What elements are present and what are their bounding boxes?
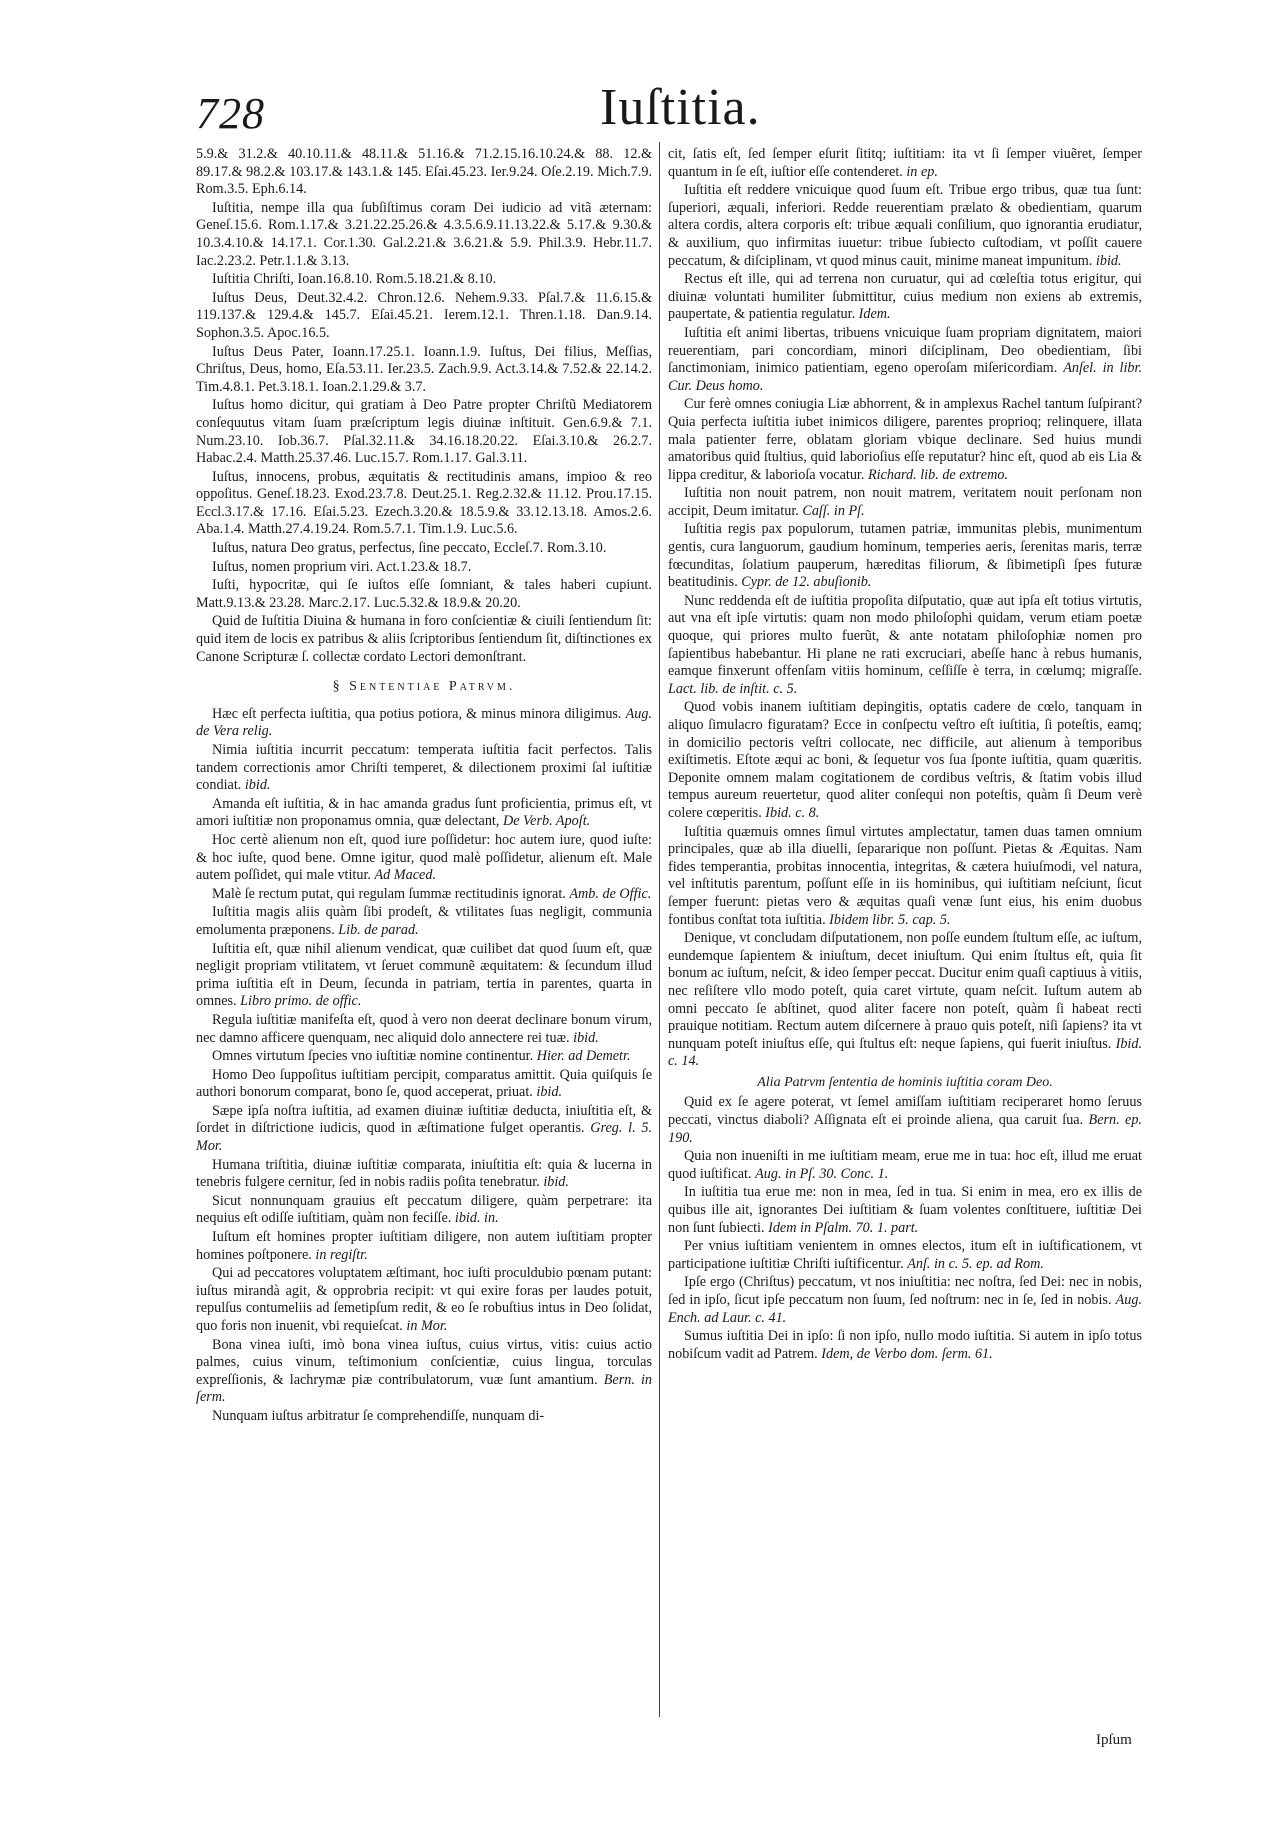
paragraph [196,706,652,741]
paragraph-text: Iuſtitia eſt reddere vnicuique quod ſuum eſt. Tribue ergo tribus, quæ tua ſunt: ſuperiori, æquali, inferiori. Redde reuerentiam prælato & obedientiam, quarum altera cordis, altera corporis eſt: tribue æquali conſilium, quo ignorantia erudiatur, & auxilium, quo infirmitas iuuetur: tribue ſubiecto cuſtodiam, vt poſſit cauere peccatum, & diſciplinam, vt quod minus cauit, minime maneat impunitum. [668,182,1142,269]
citation: Caſſ. in Pſ. [802,502,865,519]
patristic-sentences [196,706,652,1426]
paragraph-text: Quid ex ſe agere poterat, vt ſemel amiſſam iuſtitiam reciperaret homo ſeruus peccati, vinctus diaboli? Aſſignata eſt ei proinde aliena, qua caruit ſua. [668,1094,1142,1129]
citation: ibid. [573,1029,599,1046]
paragraph [196,540,652,558]
paragraph [196,1067,652,1102]
paragraph-text: Nimia iuſtitia incurrit peccatum: temperata iuſtitia facit perfectos. Talis tandem correctionis amor Chriſti temperet, & dilectionem proximi ſal iuſtitiæ condiat. [196,742,652,794]
paragraph-text: Iuſtus homo dicitur, qui gratiam à Deo Patre propter Chriſtũ Mediatorem conſequutus vitam ſuam præſcriptum legis diuinæ inſtituit. Gen.6.9.& 7.1. Num.23.10. Iob.36.7. Pſal.32.11.& 34.16.18.20.22. Eſai.3.10.& 26.2.7. Habac.2.4. Matth.25.37.46. Luc.15.7. Rom.1.17. Gal.3.11. [196,397,652,467]
paragraph [196,344,652,397]
citation: Lact. lib. de inſtit. c. 5. [668,680,798,697]
paragraph [196,904,652,939]
paragraph [668,930,1142,1071]
paragraph [196,1157,652,1192]
paragraph-text: Homo Deo ſuppoſitus iuſtitiam percipit, comparatus amittit. Quia quiſquis ſe authori bonorum comparat, bono ſe, quod acceperat, priuat. [196,1066,652,1101]
paragraph [196,1265,652,1335]
left-column [196,146,652,1427]
paragraph-text: Malè ſe rectum putat, qui regulam ſummæ rectitudinis ignorat. [212,885,566,902]
paragraph-text: Cur ferè omnes coniugia Liæ abhorrent, & in amplexus Rachel tantum ſuſpirant? Quia perfecta iuſtitia iubet inimicos diligere, parentes proprioq; relinquere, illata mala patienter ferre, oblatam gloriam vbique declinare. Sed huius mundi amatoribus quid ſtultius, quid laborioſius eſſe reputatur? hinc eſt, quod ab eis Lia & lippa creditur, & laborioſa vocatur. [668,396,1142,483]
paragraph-text: Iuſtum eſt homines propter iuſtitiam diligere, non autem iuſtitiam propter homines poſtponere. [196,1229,652,1263]
citation: Ibidem libr. 5. cap. 5. [829,911,951,928]
column-divider [659,142,660,1717]
paragraph-text: Amanda eſt iuſtitia, & in hac amanda gradus ſunt proficientia, primus eſt, vt amori iuſtitiæ non proponamus omnia, quæ delectant, [196,795,652,830]
paragraph-text: Iuſtitia, nempe illa qua ſubſiſtimus coram Dei iudicio ad vitã æternam: Geneſ.15.6. Rom.1.17.& 3.21.22.25.26.& 4.3.5.6.9.11.13.22.& 5.17.& 9.30.& 10.3.4.10.& 14.17.1. Cor.1.30. Gal.2.21.& 3.6.21.& 5.9. Phil.3.9. Hebr.11.7. Iac.2.23.2. Petr.1.1.& 3.13. [196,199,652,269]
paragraph [668,271,1142,324]
paragraph-text: Rectus eſt ille, qui ad terrena non curuatur, qui ad cœleſtia totus erigitur, qui diuinæ voluntati humiliter ſubmittitur, cuius medium non exiens ab extremis, paupertate, & patientia regulatur. [668,271,1142,323]
paragraph [196,941,652,1011]
citation: in regiſtr. [315,1246,368,1263]
paragraph-text: Iuſtitia regis pax populorum, tutamen patriæ, immunitas plebis, munimentum gentis, cura languorum, gaudium hominum, temperies aeris, ſerenitas maris, terræ fœcunditas, ſolatium pauperum, hæreditas filiorum, & ſibimetipſi ſpes futuræ beatitudinis. [668,521,1142,591]
paragraph-text: Iuſtitia Chriſti, Ioan.16.8.10. Rom.5.18.21.& 8.10. [212,271,497,288]
citation: Amb. de Offic. [569,885,652,902]
page-number: 728 [196,89,265,138]
citation: Aug. in Pſ. 30. Conc. 1. [755,1165,889,1182]
paragraph [196,796,652,831]
paragraph [196,886,652,904]
citation: Anſel. in libr. Cur. Deus homo. [668,360,1143,394]
paragraph [196,1012,652,1047]
citation: Libro primo. de offic. [240,993,362,1010]
paragraph [668,699,1142,822]
paragraph [196,613,652,666]
citation: De Verb. Apoſt. [502,813,591,830]
paragraph [196,832,652,885]
paragraph-text: Iuſtus Deus, Deut.32.4.2. Chron.12.6. Nehem.9.33. Pſal.7.& 11.6.15.& 119.137.& 129.4.& 145.7. Eſai.45.21. Ierem.12.1. Thren.1.18. Dan.9.14. Sophon.3.5. Apoc.16.5. [196,289,652,341]
citation: Ibid. c. 14. [668,1035,1143,1070]
citation: Idem. [858,306,891,323]
paragraph [668,485,1142,520]
paragraph-text: Iuſtus, innocens, probus, æquitatis & rectitudinis amans, impioo & reo oppoſitus. Geneſ.18.23. Exod.23.7.8. Deut.25.1. Reg.2.32.& 11.12. Prou.17.15. Eccl.3.17.& 17.16. Eſai.5.23. Ezech.3.20.& 18.5.9.& 33.12.13.18. Amos.2.6. Aba.1.4. Matth.27.4.19.24. Rom.5.7.1. Tim.1.9. Luc.5.6. [196,468,652,538]
paragraph-text: Quod vobis inanem iuſtitiam depingitis, optatis cadere de cœlo, tanquam in aliquo ſimulacro figuratam? Ecce in conſpectu veſtro eſt iuſtitia, ſi poteſtis, eamq; in domicilio pectoris veſtri collocate, nec difficile, aut alienum à temporibus exiſtimetis. Eſtote æqui ac boni, & ſequetur vos ſua ſponte iuſtitia, quam quæritis. Deponite omnem malam cogitationem de cordibus veſtris, & ſtatim vobis illud tempus aureum reuertetur, quod aliter conſequi non poteſtis, quàm ſi Deum verè colere cœperitis. [668,699,1142,821]
justification-sentences [668,1094,1142,1363]
paragraph-text: In iuſtitia tua erue me: non in mea, ſed in tua. Si enim in mea, ero ex illis de quibus ille ait, ignorantes Dei iuſtitiam & ſuam volentes conſtituere, iuſtitiæ Dei non ſunt ſubiecti. [668,1184,1142,1236]
paragraph [196,1229,652,1264]
citation: Aug. Ench. ad Laur. c. 41. [668,1292,1142,1326]
citation: in ep. [906,163,938,180]
citation: ibid. in. [454,1210,499,1227]
paragraph [196,742,652,795]
running-head-title: Iuſtitia. [600,79,761,136]
paragraph [668,146,1142,181]
paragraph-text: Regula iuſtitiæ manifeſta eſt, quod à vero non deerat declinare bonum virum, nec damno afficere quenquam, nec aliquid dolo annectere rei tuæ. [196,1011,652,1046]
citation: Hier. ad Demetr. [536,1048,631,1065]
patristic-sentences-continued [668,146,1142,1071]
paragraph-text: Iuſtus, natura Deo gratus, perfectus, ſine peccato, Eccleſ.7. Rom.3.10. [212,540,607,557]
paragraph-text: Sæpe ipſa noſtra iuſtitia, ad examen diuinæ iuſtitiæ deducta, iniuſtitia eſt, & ſordet in diſtrictione iudicis, quod in æſtimatione fulget operantis. [196,1102,652,1137]
paragraph-text: Quid de Iuſtitia Diuina & humana in foro conſcientiæ & ciuili ſentiendum ſit: quid item de locis ex patribus & aliis ſcriptoribus ſentiendum ſit, diſtinctiones ex Canone Scripturæ ſ. collectæ cordato Lectori demonſtrant. [196,613,652,665]
paragraph [196,1103,652,1156]
paragraph-text: Nunc reddenda eſt de iuſtitia propoſita diſputatio, quæ aut ipſa eſt totius virtutis, aut vna eſt ipſe virtutis: quam non modo philoſophi quidam, verum etiam poetæ quoque, qui priores multo fuerũt, & ante notatam philoſophiæ nomen pro ſapientibus habebantur. Hi plane ne rati excruciari, abeſſe hanc à rebus humanis, eamque finxerunt offenſam vitiis hominum, ceſſiſſe è terra, in cœlumq; migraſſe. [668,592,1142,680]
citation: Lib. de parad. [338,921,419,938]
paragraph [668,1274,1142,1327]
citation: ibid. [543,1174,569,1191]
paragraph-text: Iuſtitia eſt, quæ nihil alienum vendicat, quæ cuilibet dat quod ſuum eſt, quæ negligit propriam vtilitatem, vt ſeruet communẽ æquitatem: & ſecundum illud prima iuſtitia eſt in Deum, ſecunda in patriam, tertia in parentes, quarta in omnes. [196,940,652,1010]
paragraph-text: Iuſtitia quæmuis omnes ſimul virtutes amplectatur, tamen duas tamen omnium principales, quæ ab illa diuelli, ſepararique non poſſunt. Pietas & Æquitas. Nam fides temperantia, probitas innocentia, integritas, & cætera huiuſmodi, vel natura, vel inſtitutis parentum, poſſunt eſſe in iis hominibus, qui iuſtitiam neſciunt, ſicut ſemper fuerunt: pietas vero & æquitas quaſi venæ ſunt eius, his enim duobus fontibus conſtat tota iuſtitia. [668,823,1142,928]
citation: Idem in Pſalm. 70. 1. part. [768,1219,919,1236]
citation: Bern. in ſerm. [196,1371,653,1406]
paragraph [196,559,652,577]
paragraph [196,397,652,467]
paragraph [196,469,652,539]
paragraph-text: Iuſti, hypocritæ, qui ſe iuſtos eſſe ſomniant, & tales haberi cupiunt. Matt.9.13.& 23.28. Marc.2.17. Luc.5.32.& 18.9.& 20.20. [196,577,652,611]
paragraph-text: Iuſtitia eſt animi libertas, tribuens vnicuique ſuam propriam dignitatem, maiori reuerentiam, pari concordiam, minori diſciplinam, Deo obedientiam, ſibi ſanctimoniam, inimico patientiam, egeno operoſam miſericordiam. [668,324,1142,377]
paragraph-text: Iuſtitia magis aliis quàm ſibi prodeſt, & vtilitates ſuas negligit, communia emolumenta præponens. [196,904,652,938]
paragraph [196,290,652,343]
paragraph-text: Sumus iuſtitia Dei in ipſo: ſi non ipſo, nullo modo iuſtitia. Si autem in ipſo totus nobiſcum vadit ad Patrem. [668,1328,1142,1362]
paragraph [196,1193,652,1228]
paragraph-text: Denique, vt concludam diſputationem, non poſſe eundem ſtultum eſſe, ac iuſtum, eundemque ſapientem & iniuſtum, decet iniuſtum. Qui enim ſtultus eſt, quia ſit bonum ac iuſtum, neſcit, & ideo ſemper peccat. Ducitur enim quaſi captiuus à vitiis, nec reſiſtere vllo modo poteſt, quia caret virtute, quam neſcit. Iuſtum autem ab omni peccato ſe abſtinet, quod aliter facere non poteſt, quàm ſi habeat recti prauique notitiam. Rectum autem diſcernere à prauo quis poteſt, niſi ſapiens? ita vt nunquam poteſt iniuſtus eſſe, qui ſtultus eſt: neque ſapiens, qui fuerit iniuſtus. [668,930,1142,1052]
paragraph-text: Nunquam iuſtus arbitratur ſe comprehendiſſe, nunquam di- [212,1407,545,1424]
paragraph-text: Per vnius iuſtitiam venientem in omnes electos, itum eſt in iuſtificationem, vt participatione iuſtitiæ Chriſti iuſtificentur. [668,1238,1142,1272]
paragraph [196,271,652,289]
paragraph-text: Quia non inueniſti in me iuſtitiam meam, erue me in tua: hoc eſt, illud me eruat quod iuſtificat. [668,1148,1142,1182]
citation: Aug. de Vera relig. [196,705,652,740]
catchword: Ipſum [1096,1732,1132,1748]
paragraph-text: Bona vinea iuſti, imò bona vinea iuſtus, cuius virtus, vitis: cuius actio palmes, cuius vinum, teſtimonium conſcientiæ, cuius lingua, torculas expreſſionis, & lachrymæ piæ contribulatorum, vuæ ſunt amantium. [196,1336,652,1388]
subheading: Alia Patrvm ſententia de hominis iuſtitia coram Deo. [757,1074,1053,1090]
paragraph-text: Qui ad peccatores voluptatem æſtimant, hoc iuſti proculdubio pœnam putant: iuſtus mirandà agit, & opprobria recipit: vt qui exire foras per laudes potuit, repulſus contumeliis ad ſemetipſum redit, & eo ſe robuſtius intus in Deo ſolidat, quo foris non inuenit, vbi requieſcat. [196,1265,652,1334]
citation: ibid. [244,777,271,794]
paragraph [668,593,1142,699]
paragraph [196,577,652,612]
citation: ibid. [1095,252,1122,269]
paragraph [668,1328,1142,1363]
paragraph [668,182,1142,270]
citation: Bern. ep. 190. [668,1112,1142,1146]
citation: Richard. lib. de extremo. [867,466,1008,483]
citation: Idem, de Verbo dom. ſerm. 61. [821,1345,993,1362]
paragraph [668,325,1142,395]
paragraph [668,1184,1142,1237]
right-column [668,146,1142,1364]
paragraph [668,824,1142,930]
paragraph [668,1148,1142,1183]
paragraph-text: Omnes virtutum ſpecies vno iuſtitiæ nomine continentur. [212,1048,534,1065]
paragraph [668,1238,1142,1273]
section-heading: § Sententiae Patrvm. [332,679,516,695]
paragraph-text: Iuſtitia non nouit patrem, non nouit matrem, veritatem nouit perſonam non accipit, Deum imitatur. [668,485,1142,519]
paragraph [196,146,652,199]
paragraph-text: Hæc eſt perfecta iuſtitia, qua potius potiora, & minus minora diligimus. [212,705,622,722]
citation: in Mor. [406,1318,448,1334]
paragraph-text: Humana triſtitia, diuinæ iuſtitiæ comparata, iniuſtitia eſt: quia & lucerna in tenebris fulgere cernitur, ſed in nobis radiis poſita tenebratur. [196,1156,652,1191]
paragraph-text: 5.9.& 31.2.& 40.10.11.& 48.11.& 51.16.& 71.2.15.16.10.24.& 88. 12.& 89.17.& 98.2.& 103.17.& 143.1.& 145. Eſai.45.23. Ier.9.24. Oſe.2.19. Mich.7.9. Rom.3.5. Eph.6.14. [196,146,652,198]
citation: ibid. [536,1084,563,1101]
citation: Greg. l. 5. Mor. [196,1120,652,1155]
paragraph-text: Sicut nonnunquam grauius eſt peccatum diligere, quàm perpetrare: ita nequius eſt odiſſe iuſtitiam, quàm non feciſſe. [196,1192,652,1227]
paragraph [668,1094,1142,1147]
paragraph-text: cit, ſatis eſt, ſed ſemper eſurit ſititq; iuſtitiam: ita vt ſi ſemper viuẽret, ſemper quantum in ſe eſt, iuſtior eſſe contenderet. [668,146,1142,180]
paragraph [668,396,1142,484]
paragraph-text: Iuſtus Deus Pater, Ioann.17.25.1. Ioann.1.9. Iuſtus, Dei filius, Meſſias, Chriſtus, Deus, homo, Eſa.53.11. Ier.23.5. Zach.9.9. Act.3.14.& 7.52.& 22.14.2. Tim.4.8.1. Pet.3.18.1. Ioan.2.1.29.& 3.7. [196,343,652,395]
paragraph [668,521,1142,591]
scripture-references [196,146,652,666]
paragraph [196,1408,652,1426]
paragraph-text: Ipſe ergo (Chriſtus) peccatum, vt nos iniuſtitia: nec noſtra, ſed Dei: nec in nobis, ſed in ipſo, ſicut ipſe peccatum non ſuum, ſed noſtrum: nec in ſe, ſed in nobis. [668,1274,1142,1308]
paragraph [196,1048,652,1066]
citation: Ad Maced. [374,867,436,884]
paragraph [196,1337,652,1407]
citation: Cypr. de 12. abuſionib. [741,574,872,591]
paragraph [196,200,652,270]
paragraph-text: Iuſtus, nomen proprium viri. Act.1.23.& 18.7. [212,558,472,575]
paragraph-text: Hoc certè alienum non eſt, quod iure poſſidetur: hoc autem iure, quod iuſte: & hoc iuſte, quod bene. Omne igitur, quod malè poſſidetur, alienum eſt. Male autem poſſidet, qui male vtitur. [196,831,652,884]
citation: Anſ. in c. 5. ep. ad Rom. [907,1255,1044,1272]
citation: Ibid. c. 8. [765,804,820,821]
